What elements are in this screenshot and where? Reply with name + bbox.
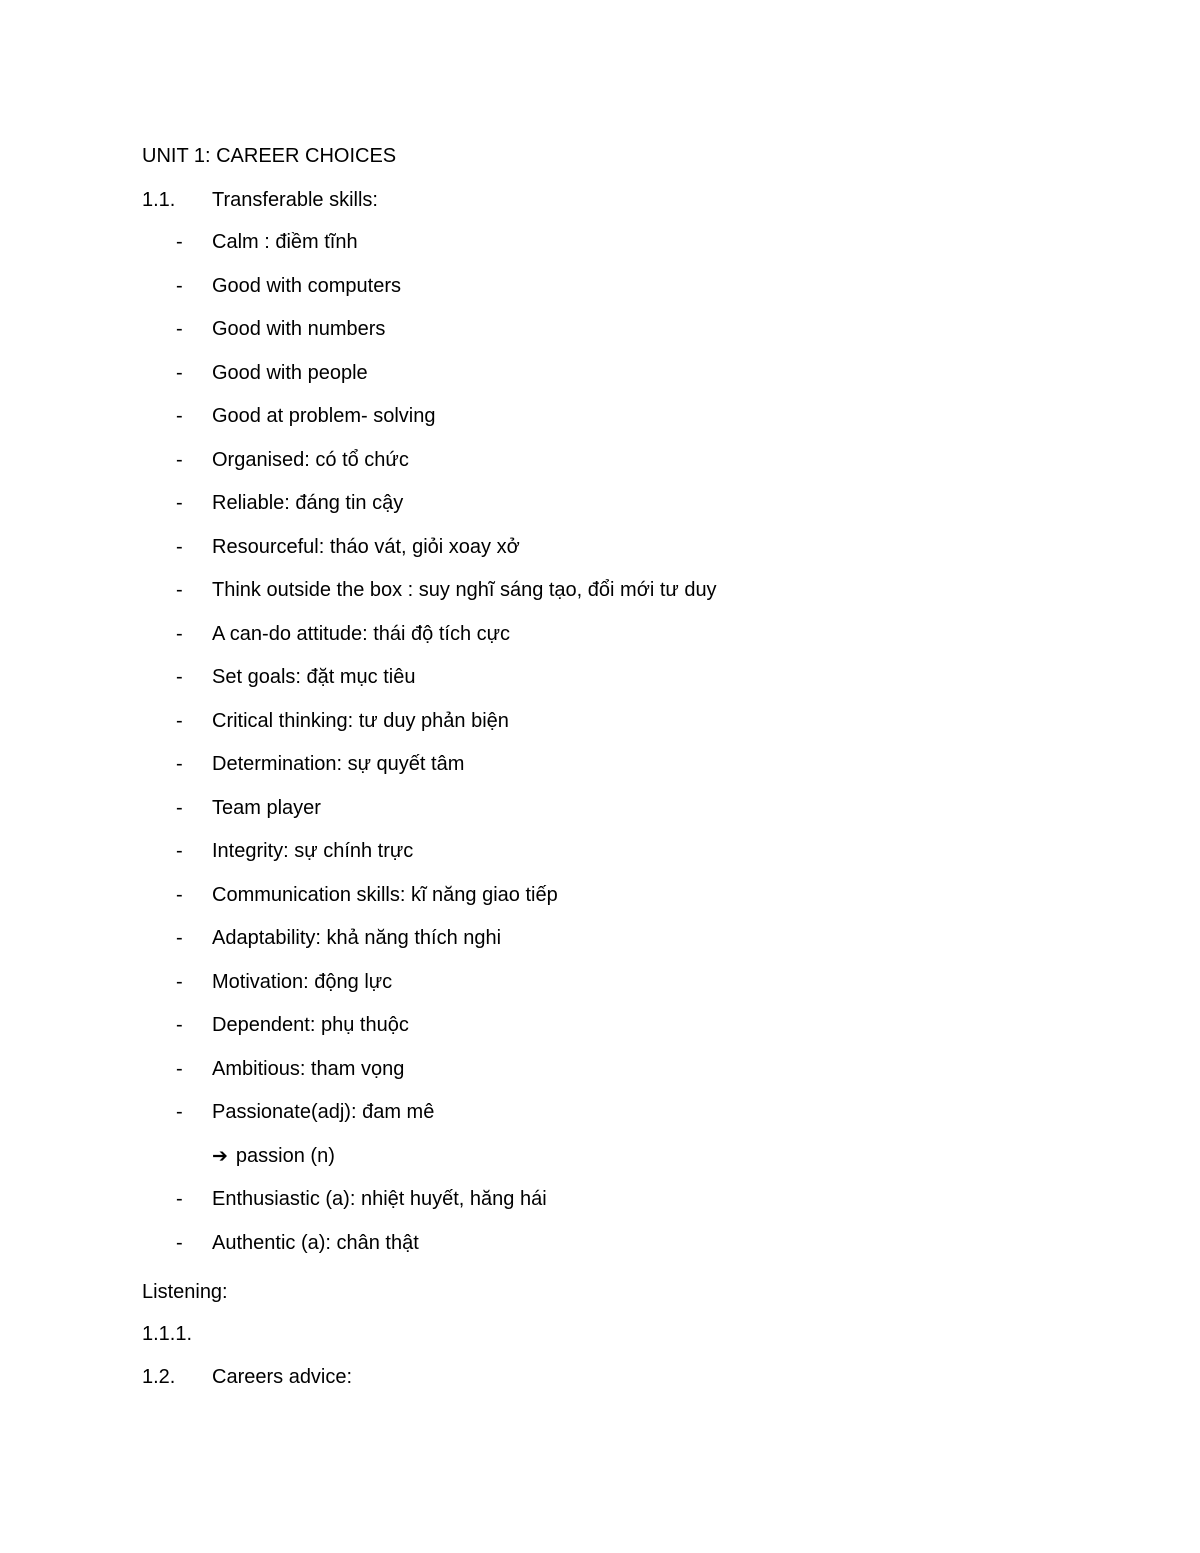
bullet-dash: -: [176, 840, 183, 862]
bullet-dash: -: [176, 710, 183, 732]
bullet-dash: -: [176, 492, 183, 514]
list-item: [0, 923, 1000, 953]
list-item: [0, 401, 1000, 431]
list-item-text: Determination: sự quyết tâm: [212, 753, 465, 775]
subsection-number: 1.1.1.: [142, 1323, 193, 1345]
list-item: [0, 488, 1000, 518]
list-item-text: Think outside the box : suy nghĩ sáng tạo, đổi mới tư duy: [212, 579, 717, 601]
list-item-text: Authentic (a): chân thật: [212, 1232, 419, 1254]
bullet-dash: -: [176, 666, 183, 688]
bullet-dash: -: [176, 884, 183, 906]
list-item: [0, 967, 1000, 997]
bullet-dash: -: [176, 1188, 183, 1210]
list-item: [0, 706, 1000, 736]
bullet-dash: -: [176, 1014, 183, 1036]
list-item-text: Organised: có tổ chức: [212, 449, 409, 471]
list-item: [0, 575, 1000, 605]
list-item-text: Calm : điềm tĩnh: [212, 231, 358, 253]
list-item-text: A can-do attitude: thái độ tích cực: [212, 623, 511, 645]
section-2-number: 1.2.: [142, 1366, 176, 1388]
list-item-text: Passionate(adj): đam mê: [212, 1101, 435, 1123]
section-2-title: Careers advice:: [212, 1366, 353, 1388]
listening-label: Listening:: [142, 1281, 228, 1303]
bullet-dash: -: [176, 927, 183, 949]
list-item-text: Team player: [212, 797, 321, 819]
document-title: UNIT 1: CAREER CHOICES: [142, 145, 397, 167]
arrow-sub-item-text: passion (n): [235, 1145, 335, 1167]
list-item-text: Communication skills: kĩ năng giao tiếp: [212, 884, 558, 906]
bullet-dash: -: [176, 971, 183, 993]
list-item-text: Good at problem- solving: [212, 405, 436, 427]
list-item-text: Critical thinking: tư duy phản biện: [212, 710, 509, 732]
list-item-text: Reliable: đáng tin cậy: [212, 492, 404, 514]
list-item: [0, 445, 1000, 475]
list-item: [0, 314, 1000, 344]
bullet-dash: -: [176, 449, 183, 471]
list-item: [0, 1010, 1000, 1040]
list-item: [0, 619, 1000, 649]
list-item: [0, 880, 1000, 910]
bullet-dash: -: [176, 536, 183, 558]
list-item: [0, 836, 1000, 866]
bullet-dash: -: [176, 362, 183, 384]
list-item-text: Set goals: đặt mục tiêu: [212, 666, 416, 688]
bullet-dash: -: [176, 1101, 183, 1123]
list-item-text: Good with computers: [212, 275, 401, 297]
bullet-dash: -: [176, 797, 183, 819]
list-item: [0, 1228, 1000, 1258]
list-item: [0, 1097, 1000, 1127]
bullet-dash: -: [176, 405, 183, 427]
list-item-text: Enthusiastic (a): nhiệt huyết, hăng hái: [212, 1188, 547, 1210]
list-item: [0, 532, 1000, 562]
list-item-text: Integrity: sự chính trực: [212, 840, 414, 862]
list-item: [0, 662, 1000, 692]
list-item: [0, 793, 1000, 823]
bullet-dash: -: [176, 1232, 183, 1254]
bullet-dash: -: [176, 318, 183, 340]
bullet-dash: -: [176, 753, 183, 775]
bullet-dash: -: [176, 231, 183, 253]
list-item: [0, 749, 1000, 779]
list-item-text: Resourceful: tháo vát, giỏi xoay xở: [212, 536, 520, 558]
bullet-dash: -: [176, 579, 183, 601]
list-item: [0, 358, 1000, 388]
arrow-sub-item: [212, 1141, 335, 1171]
list-item-text: Motivation: động lực: [212, 971, 393, 993]
list-item-text: Ambitious: tham vọng: [212, 1058, 405, 1080]
list-item: [0, 1054, 1000, 1084]
arrow-right-icon: ➔: [212, 1145, 228, 1167]
bullet-dash: -: [176, 1058, 183, 1080]
list-item: [0, 271, 1000, 301]
list-item-text: Adaptability: khả năng thích nghi: [212, 927, 502, 949]
list-item: [0, 1184, 1000, 1214]
list-item-text: Good with people: [212, 362, 368, 384]
list-item: [0, 227, 1000, 257]
section-1-title: Transferable skills:: [212, 189, 378, 211]
list-item-text: Dependent: phụ thuộc: [212, 1014, 409, 1036]
bullet-dash: -: [176, 623, 183, 645]
list-item-text: Good with numbers: [212, 318, 386, 340]
section-1-number: 1.1.: [142, 189, 176, 211]
bullet-dash: -: [176, 275, 183, 297]
